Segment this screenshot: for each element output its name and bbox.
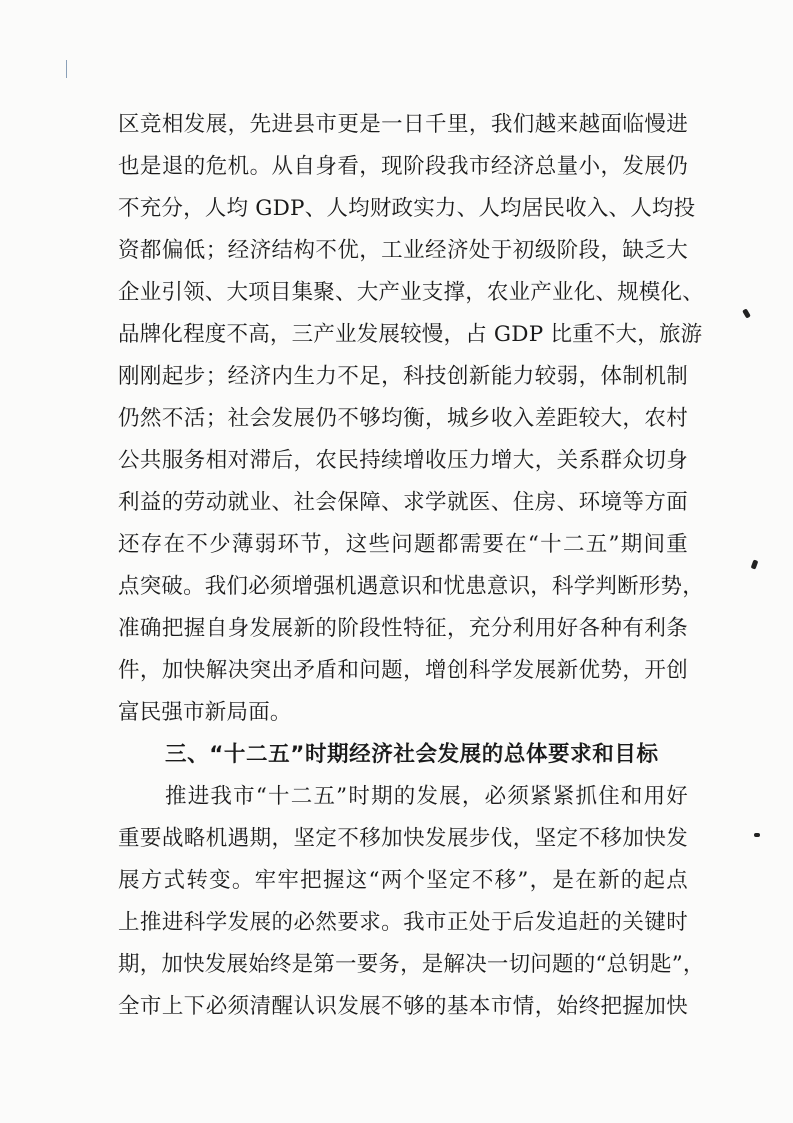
paragraph-line: 准确把握自身发展新的阶段性特征，充分利用好各种有利条 [118,616,688,641]
paragraph-line: 资都偏低；经济结构不优，工业经济处于初级阶段，缺乏大 [118,238,688,263]
paragraph-line: 不充分，人均 GDP、人均财政实力、人均居民收入、人均投 [118,196,696,221]
scan-speck-mark [742,308,751,318]
paragraph-line: 利益的劳动就业、社会保障、求学就医、住房、环境等方面 [118,490,688,515]
paragraph-line: 仍然不活；社会发展仍不够均衡，城乡收入差距较大，农村 [118,406,688,431]
paragraph-line: 富民强市新局面。 [118,700,292,725]
paragraph-line: 也是退的危机。从自身看，现阶段我市经济总量小，发展仍 [118,154,688,179]
paragraph-line: 全市上下必须清醒认识发展不够的基本市情，始终把握加快 [118,994,688,1019]
paragraph-line: 点突破。我们必须增强机遇意识和忧患意识，科学判断形势， [118,574,704,599]
paragraph-line: 还存在不少薄弱环节，这些问题都需要在“十二五”期间重 [118,532,688,557]
paragraph-line: 刚刚起步；经济内生力不足，科技创新能力较弱，体制机制 [118,364,688,389]
paragraph-line: 上推进科学发展的必然要求。我市正处于后发追赶的关键时 [118,910,688,935]
paragraph-line: 期，加快发展始终是第一要务，是解决一切问题的“总钥匙”， [118,952,705,977]
paragraph-line: 企业引领、大项目集聚、大产业支撑，农业产业化、规模化、 [118,280,704,305]
margin-tick-mark [66,60,67,78]
paragraph-line: 区竞相发展，先进县市更是一日千里，我们越来越面临慢进 [118,112,688,137]
paragraph-line: 推进我市“十二五”时期的发展，必须紧紧抓住和用好 [165,784,688,809]
paragraph-line: 展方式转变。牢牢把握这“两个坚定不移”，是在新的起点 [118,868,688,893]
section-heading: 三、“十二五”时期经济社会发展的总体要求和目标 [165,742,659,767]
scan-speck-mark [751,559,759,569]
scan-speck-mark [754,833,760,837]
paragraph-line: 品牌化程度不高，三产业发展较慢，占 GDP 比重不大，旅游 [118,322,703,347]
paragraph-line: 公共服务相对滞后，农民持续增收压力增大，关系群众切身 [118,448,688,473]
paragraph-line: 重要战略机遇期，坚定不移加快发展步伐，坚定不移加快发 [118,826,688,851]
paragraph-line: 件，加快解决突出矛盾和问题，增创科学发展新优势，开创 [118,658,688,683]
